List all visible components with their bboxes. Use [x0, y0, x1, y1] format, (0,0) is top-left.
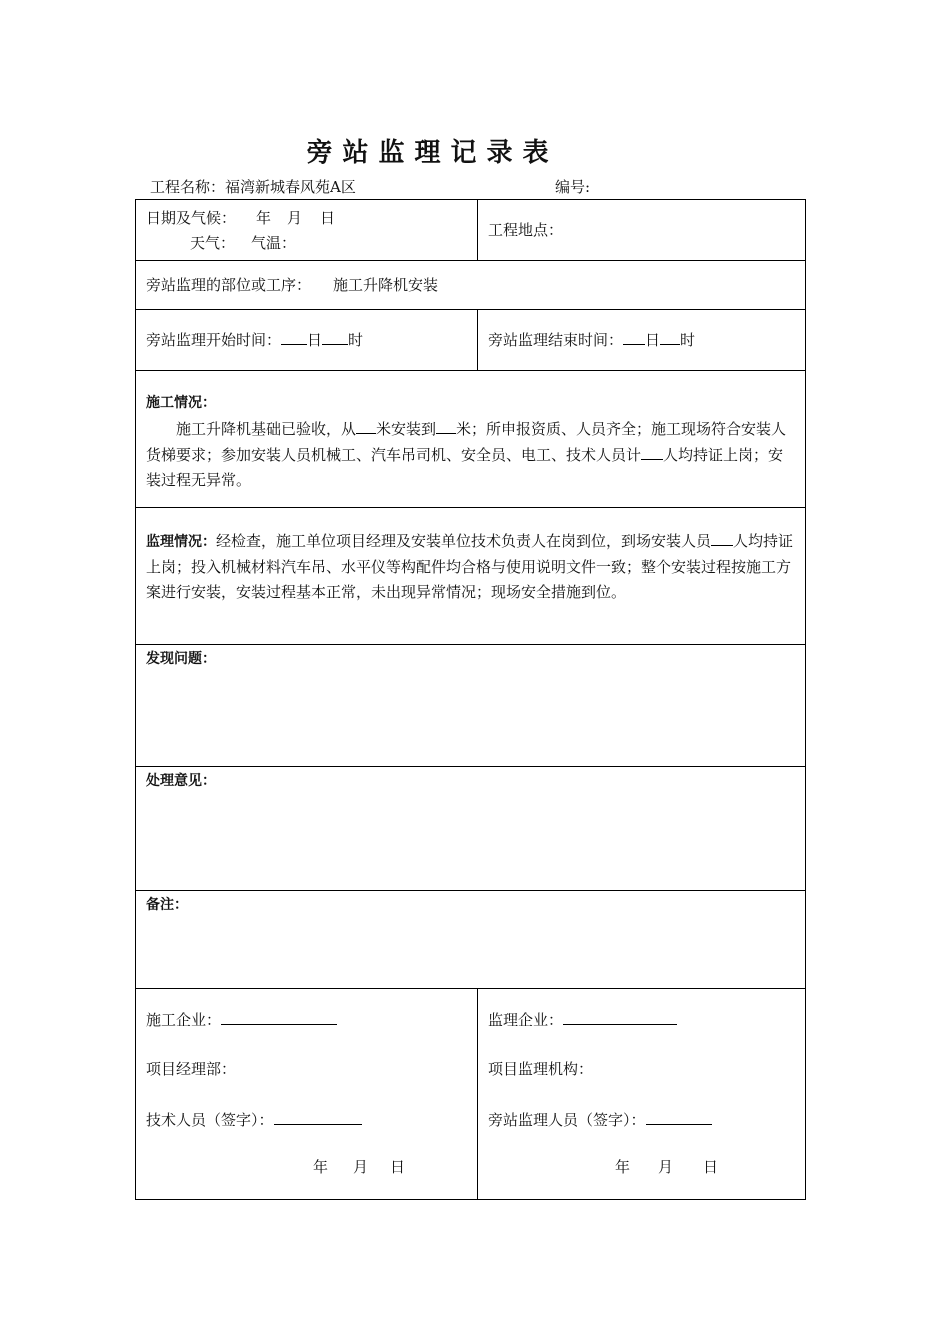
supervision-heading: 监理情况：	[146, 534, 216, 550]
weather-label: 天气：	[190, 234, 236, 252]
problems-cell	[136, 645, 806, 767]
date-weather-label: 日期及气候：	[146, 209, 237, 227]
remarks-cell	[136, 891, 806, 989]
construction-company-line[interactable]	[221, 1007, 337, 1025]
supervision-sign-cell	[478, 989, 806, 1200]
supervision-text: 监理情况：经检查，施工单位项目经理及安装单位技术负责人在岗到位，到场安装人员 人均持证上岗；投入机械材料汽车吊、水平仪等构配件均合格与使用说明文件一致；整个安装过程按施工方案进行安装，安装过程基本正常，未出现异常情况；现场安全措施到位。	[146, 528, 795, 605]
date-weather-cell	[136, 200, 478, 261]
construction-company-label: 施工企业：	[146, 1011, 222, 1029]
start-day-blank[interactable]	[281, 327, 307, 345]
construction-heading: 施工情况：	[146, 395, 216, 411]
supervision-company-line[interactable]	[563, 1007, 677, 1025]
part-process-value: 施工升降机安装	[333, 275, 439, 294]
supervision-dept-label: 项目监理机构：	[488, 1060, 594, 1078]
right-month: 月	[658, 1158, 674, 1176]
supervision-company-label: 监理企业：	[488, 1011, 564, 1029]
month-label: 月	[287, 209, 303, 227]
temp-label: 气温：	[251, 234, 297, 252]
technician-sign-line[interactable]	[274, 1107, 362, 1125]
supervision-cell	[136, 508, 806, 645]
construction-text: 施工升降机基础已验收，从 米安装到 米；所申报资质、人员齐全；施工现场符合安装人货梯要求；参加安装人员机械工、汽车吊司机、安全员、电工、技术人员计 人均持证上岗；安装过程无异常。	[146, 416, 795, 493]
left-year: 年	[313, 1158, 329, 1176]
project-label: 工程名称：	[150, 178, 226, 196]
supervisor-sign-label: 旁站监理人员（签字）：	[488, 1111, 646, 1129]
staff-count-blank[interactable]	[641, 442, 663, 460]
start-hour-unit: 时	[348, 331, 364, 349]
start-hour-blank[interactable]	[322, 327, 348, 345]
construction-sign-cell	[136, 989, 478, 1200]
project-name-line	[150, 176, 356, 197]
end-time-label: 旁站监理结束时间：	[488, 331, 624, 349]
start-time-label: 旁站监理开始时间：	[146, 331, 282, 349]
number-label: 编号:	[555, 178, 591, 196]
start-day-unit: 日	[307, 331, 323, 349]
remarks-heading: 备注：	[146, 897, 188, 913]
end-hour-blank[interactable]	[660, 327, 680, 345]
location-cell	[478, 200, 806, 261]
to-meter-blank[interactable]	[436, 416, 456, 434]
project-dept-label: 项目经理部：	[146, 1060, 237, 1078]
right-day: 日	[703, 1158, 719, 1176]
start-time-cell	[136, 310, 478, 371]
end-hour-unit: 时	[680, 331, 696, 349]
technician-sign-label: 技术人员（签字）：	[146, 1111, 274, 1129]
opinion-heading: 处理意见：	[146, 773, 216, 789]
record-table	[135, 199, 806, 1200]
construction-cell	[136, 371, 806, 508]
end-day-blank[interactable]	[623, 327, 645, 345]
day-label: 日	[320, 209, 336, 227]
onsite-count-blank[interactable]	[711, 528, 733, 546]
end-time-cell	[478, 310, 806, 371]
problems-heading: 发现问题：	[146, 651, 216, 667]
right-year: 年	[615, 1158, 631, 1176]
left-day: 日	[390, 1158, 406, 1176]
opinion-cell	[136, 767, 806, 891]
end-day-unit: 日	[645, 331, 661, 349]
year-label: 年	[256, 209, 272, 227]
project-name: 福湾新城春风苑A区	[225, 178, 356, 196]
part-process-cell	[136, 261, 806, 310]
supervisor-sign-line[interactable]	[646, 1107, 712, 1125]
location-label: 工程地点：	[488, 220, 564, 239]
left-month: 月	[353, 1158, 369, 1176]
from-meter-blank[interactable]	[356, 416, 376, 434]
page-title: 旁站监理记录表	[306, 138, 559, 168]
part-process-label: 旁站监理的部位或工序：	[146, 275, 312, 294]
